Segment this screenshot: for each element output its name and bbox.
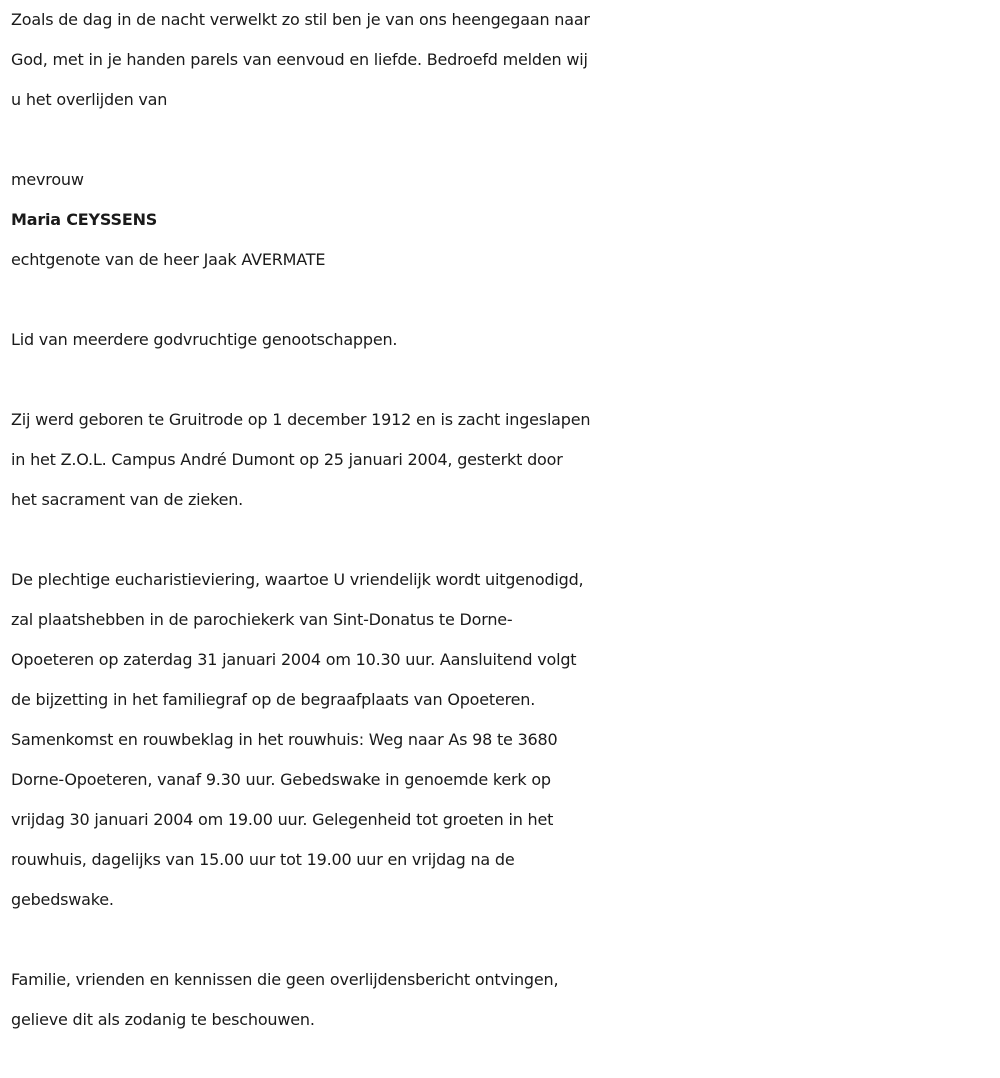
ceremony-line: de bijzetting in het familiegraf op de begraafplaats van Opoeteren.	[11, 690, 536, 709]
obituary-notice	[11, 0, 996, 1040]
ceremony-line: vrijdag 30 januari 2004 om 19.00 uur. Gelegenheid tot groeten in het	[11, 810, 554, 829]
ceremony-line: rouwhuis, dagelijks van 15.00 uur tot 19.00 uur en vrijdag na de	[11, 850, 515, 869]
ceremony-line: zal plaatshebben in de parochiekerk van Sint-Donatus te Dorne-	[11, 610, 513, 629]
birth-death-paragraph	[11, 400, 996, 520]
ceremony-line: Dorne-Opoeteren, vanaf 9.30 uur. Gebedswake in genoemde kerk op	[11, 770, 551, 789]
ceremony-line: De plechtige eucharistieviering, waartoe U vriendelijk wordt uitgenodigd,	[11, 570, 584, 589]
spacer	[11, 280, 996, 320]
membership-line: Lid van meerdere godvruchtige genootschappen.	[11, 330, 398, 349]
intro-line: Zoals de dag in de nacht verwelkt zo stil ben je van ons heengegaan naar	[11, 10, 590, 29]
birth-death-line: Zij werd geboren te Gruitrode op 1 december 1912 en is zacht ingeslapen	[11, 410, 591, 429]
birth-death-line: in het Z.O.L. Campus André Dumont op 25 januari 2004, gesterkt door	[11, 450, 563, 469]
ceremony-line: Opoeteren op zaterdag 31 januari 2004 om 10.30 uur. Aansluitend volgt	[11, 650, 577, 669]
closing-paragraph	[11, 960, 996, 1040]
intro-line: God, met in je handen parels van eenvoud en liefde. Bedroefd melden wij	[11, 50, 588, 69]
deceased-name: Maria CEYSSENS	[11, 210, 158, 229]
intro-paragraph	[11, 0, 996, 120]
ceremony-paragraph	[11, 560, 996, 920]
intro-line: u het overlijden van	[11, 90, 168, 109]
spacer	[11, 520, 996, 560]
birth-death-line: het sacrament van de zieken.	[11, 490, 244, 509]
spacer	[11, 920, 996, 960]
title-prefix: mevrouw	[11, 170, 84, 189]
closing-line: Familie, vrienden en kennissen die geen overlijdensbericht ontvingen,	[11, 970, 559, 989]
spacer	[11, 120, 996, 160]
spacer	[11, 360, 996, 400]
closing-line: gelieve dit als zodanig te beschouwen.	[11, 1010, 315, 1029]
ceremony-line: Samenkomst en rouwbeklag in het rouwhuis: Weg naar As 98 te 3680	[11, 730, 558, 749]
ceremony-line: gebedswake.	[11, 890, 114, 909]
spouse-line: echtgenote van de heer Jaak AVERMATE	[11, 250, 326, 269]
